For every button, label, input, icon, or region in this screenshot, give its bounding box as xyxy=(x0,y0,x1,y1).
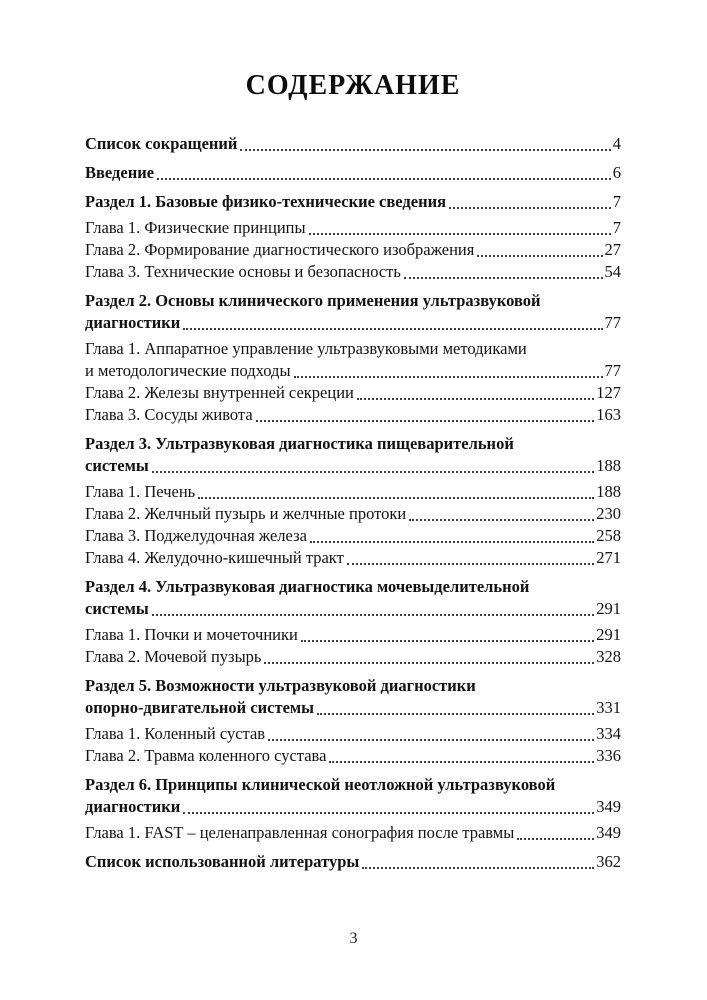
dot-leader xyxy=(517,838,594,840)
dot-leader xyxy=(310,541,594,543)
toc-entry xyxy=(85,404,621,426)
dot-leader xyxy=(357,398,594,400)
toc-entry-page: 188 xyxy=(596,482,621,501)
toc-entry-label: Глава 1. Коленный сустав xyxy=(85,724,266,743)
toc-entry-page: 334 xyxy=(596,724,621,743)
toc-entry-row xyxy=(85,796,621,818)
toc-entry-page: 127 xyxy=(596,383,621,402)
dot-leader xyxy=(449,207,611,209)
toc-entry-page: 336 xyxy=(596,746,621,765)
toc-entry-page: 291 xyxy=(596,599,621,618)
toc-entry-page: 331 xyxy=(596,698,621,717)
toc-entry xyxy=(85,162,621,184)
toc-entry-row xyxy=(85,624,621,646)
toc-entry xyxy=(85,646,621,668)
toc-entry xyxy=(85,338,621,382)
toc-entry-row xyxy=(85,455,621,477)
dot-leader xyxy=(157,178,611,180)
dot-leader xyxy=(477,255,602,257)
toc-entry-label: Глава 1. FAST – целенаправленная сонография после травмы xyxy=(85,823,515,842)
toc-entry-line1: Раздел 4. Ультразвуковая диагностика мочевыделительной xyxy=(85,577,530,596)
dot-leader xyxy=(409,519,594,521)
toc-entry-row xyxy=(85,822,621,844)
toc-entry-row xyxy=(85,217,621,239)
toc-entry xyxy=(85,675,621,719)
toc-entry xyxy=(85,133,621,155)
toc-entry-row xyxy=(85,851,621,873)
toc-entry-row xyxy=(85,503,621,525)
toc-entry-row xyxy=(85,191,621,213)
toc-entry-page: 54 xyxy=(604,262,621,281)
toc-entry-page: 6 xyxy=(612,163,621,182)
toc-entry-row xyxy=(85,382,621,404)
toc-entry-label: диагностики xyxy=(85,313,181,332)
toc-entry-row xyxy=(85,697,621,719)
toc-entry-page: 4 xyxy=(612,134,621,153)
toc-list xyxy=(85,133,621,873)
toc-entry xyxy=(85,217,621,239)
toc-entry-line1: Глава 1. Аппаратное управление ультразвуковыми методиками xyxy=(85,339,527,358)
footer-page-number: 3 xyxy=(349,930,358,947)
toc-entry xyxy=(85,774,621,818)
dot-leader xyxy=(294,376,603,378)
toc-entry xyxy=(85,851,621,873)
toc-entry xyxy=(85,745,621,767)
toc-entry-page: 77 xyxy=(604,313,621,332)
toc-entry-row xyxy=(85,646,621,668)
toc-entry xyxy=(85,576,621,620)
toc-entry xyxy=(85,822,621,844)
toc-entry-row xyxy=(85,312,621,334)
toc-entry-label: Глава 2. Травма коленного сустава xyxy=(85,746,327,765)
toc-entry-page: 163 xyxy=(596,405,621,424)
toc-entry-page: 188 xyxy=(596,456,621,475)
dot-leader xyxy=(183,812,594,814)
toc-entry-line1: Раздел 5. Возможности ультразвуковой диагностики xyxy=(85,676,476,695)
dot-leader xyxy=(317,713,594,715)
toc-entry-page: 362 xyxy=(596,852,621,871)
toc-entry-page: 291 xyxy=(596,625,621,644)
toc-entry-label: Глава 2. Формирование диагностического изображения xyxy=(85,240,475,259)
page-title: СОДЕРЖАНИЕ xyxy=(245,70,461,101)
toc-entry xyxy=(85,290,621,334)
toc-entry xyxy=(85,382,621,404)
dot-leader xyxy=(256,420,595,422)
dot-leader xyxy=(268,739,594,741)
toc-entry xyxy=(85,261,621,283)
toc-entry-label: Глава 4. Желудочно-кишечный тракт xyxy=(85,548,344,567)
toc-entry xyxy=(85,481,621,503)
toc-entry-row xyxy=(85,133,621,155)
dot-leader xyxy=(183,328,602,330)
dot-leader xyxy=(240,149,610,151)
toc-entry-label: Список использованной литературы xyxy=(85,852,360,871)
toc-entry-row xyxy=(85,525,621,547)
toc-entry-label: и методологические подходы xyxy=(85,361,291,380)
toc-entry-row xyxy=(85,261,621,283)
toc-entry-page: 258 xyxy=(596,526,621,545)
toc-entry xyxy=(85,191,621,213)
toc-entry-label: Глава 1. Физические принципы xyxy=(85,218,306,237)
toc-entry-page: 27 xyxy=(604,240,621,259)
toc-entry-row xyxy=(85,360,621,382)
toc-entry-page: 349 xyxy=(596,823,621,842)
toc-entry xyxy=(85,547,621,569)
toc-entry-row xyxy=(85,481,621,503)
toc-entry-row xyxy=(85,547,621,569)
toc-entry-page: 328 xyxy=(596,647,621,666)
toc-entry xyxy=(85,525,621,547)
dot-leader xyxy=(152,614,595,616)
toc-entry-label: Список сокращений xyxy=(85,134,238,153)
toc-entry-page: 77 xyxy=(604,361,621,380)
dot-leader xyxy=(152,471,595,473)
dot-leader xyxy=(309,233,611,235)
toc-entry-row xyxy=(85,404,621,426)
toc-entry-label: Глава 2. Желчный пузырь и желчные протоки xyxy=(85,504,407,523)
toc-entry-page: 349 xyxy=(596,797,621,816)
toc-entry xyxy=(85,239,621,261)
toc-entry-label: системы xyxy=(85,599,149,618)
toc-entry-label: Глава 2. Мочевой пузырь xyxy=(85,647,262,666)
toc-entry-line1: Раздел 6. Принципы клинической неотложной ультразвуковой xyxy=(85,775,556,794)
toc-entry-label: Глава 3. Сосуды живота xyxy=(85,405,253,424)
dot-leader xyxy=(362,867,594,869)
toc-entry xyxy=(85,433,621,477)
toc-entry-row xyxy=(85,162,621,184)
toc-entry-row xyxy=(85,745,621,767)
dot-leader xyxy=(329,761,594,763)
toc-entry-row xyxy=(85,598,621,620)
toc-entry-page: 230 xyxy=(596,504,621,523)
toc-entry-label: опорно-двигательной системы xyxy=(85,698,315,717)
toc-entry-row xyxy=(85,239,621,261)
toc-entry-label: Раздел 1. Базовые физико-технические сведения xyxy=(85,192,447,211)
toc-entry-label: системы xyxy=(85,456,149,475)
dot-leader xyxy=(404,277,603,279)
toc-entry xyxy=(85,624,621,646)
toc-entry-page: 7 xyxy=(612,218,621,237)
toc-entry-line1: Раздел 3. Ультразвуковая диагностика пищеварительной xyxy=(85,434,514,453)
toc-entry-label: Глава 3. Технические основы и безопасность xyxy=(85,262,401,281)
toc-entry xyxy=(85,503,621,525)
dot-leader xyxy=(301,640,594,642)
toc-entry xyxy=(85,723,621,745)
dot-leader xyxy=(264,662,594,664)
toc-entry-line1: Раздел 2. Основы клинического применения ультразвуковой xyxy=(85,291,541,310)
dot-leader xyxy=(347,563,594,565)
toc-entry-page: 271 xyxy=(596,548,621,567)
toc-entry-label: диагностики xyxy=(85,797,181,816)
toc-entry-label: Глава 1. Почки и мочеточники xyxy=(85,625,298,644)
dot-leader xyxy=(198,497,594,499)
toc-entry-row xyxy=(85,723,621,745)
toc-entry-label: Введение xyxy=(85,163,155,182)
toc-entry-label: Глава 2. Железы внутренней секреции xyxy=(85,383,354,402)
toc-entry-label: Глава 1. Печень xyxy=(85,482,196,501)
toc-entry-label: Глава 3. Поджелудочная железа xyxy=(85,526,307,545)
toc-entry-page: 7 xyxy=(612,192,621,211)
